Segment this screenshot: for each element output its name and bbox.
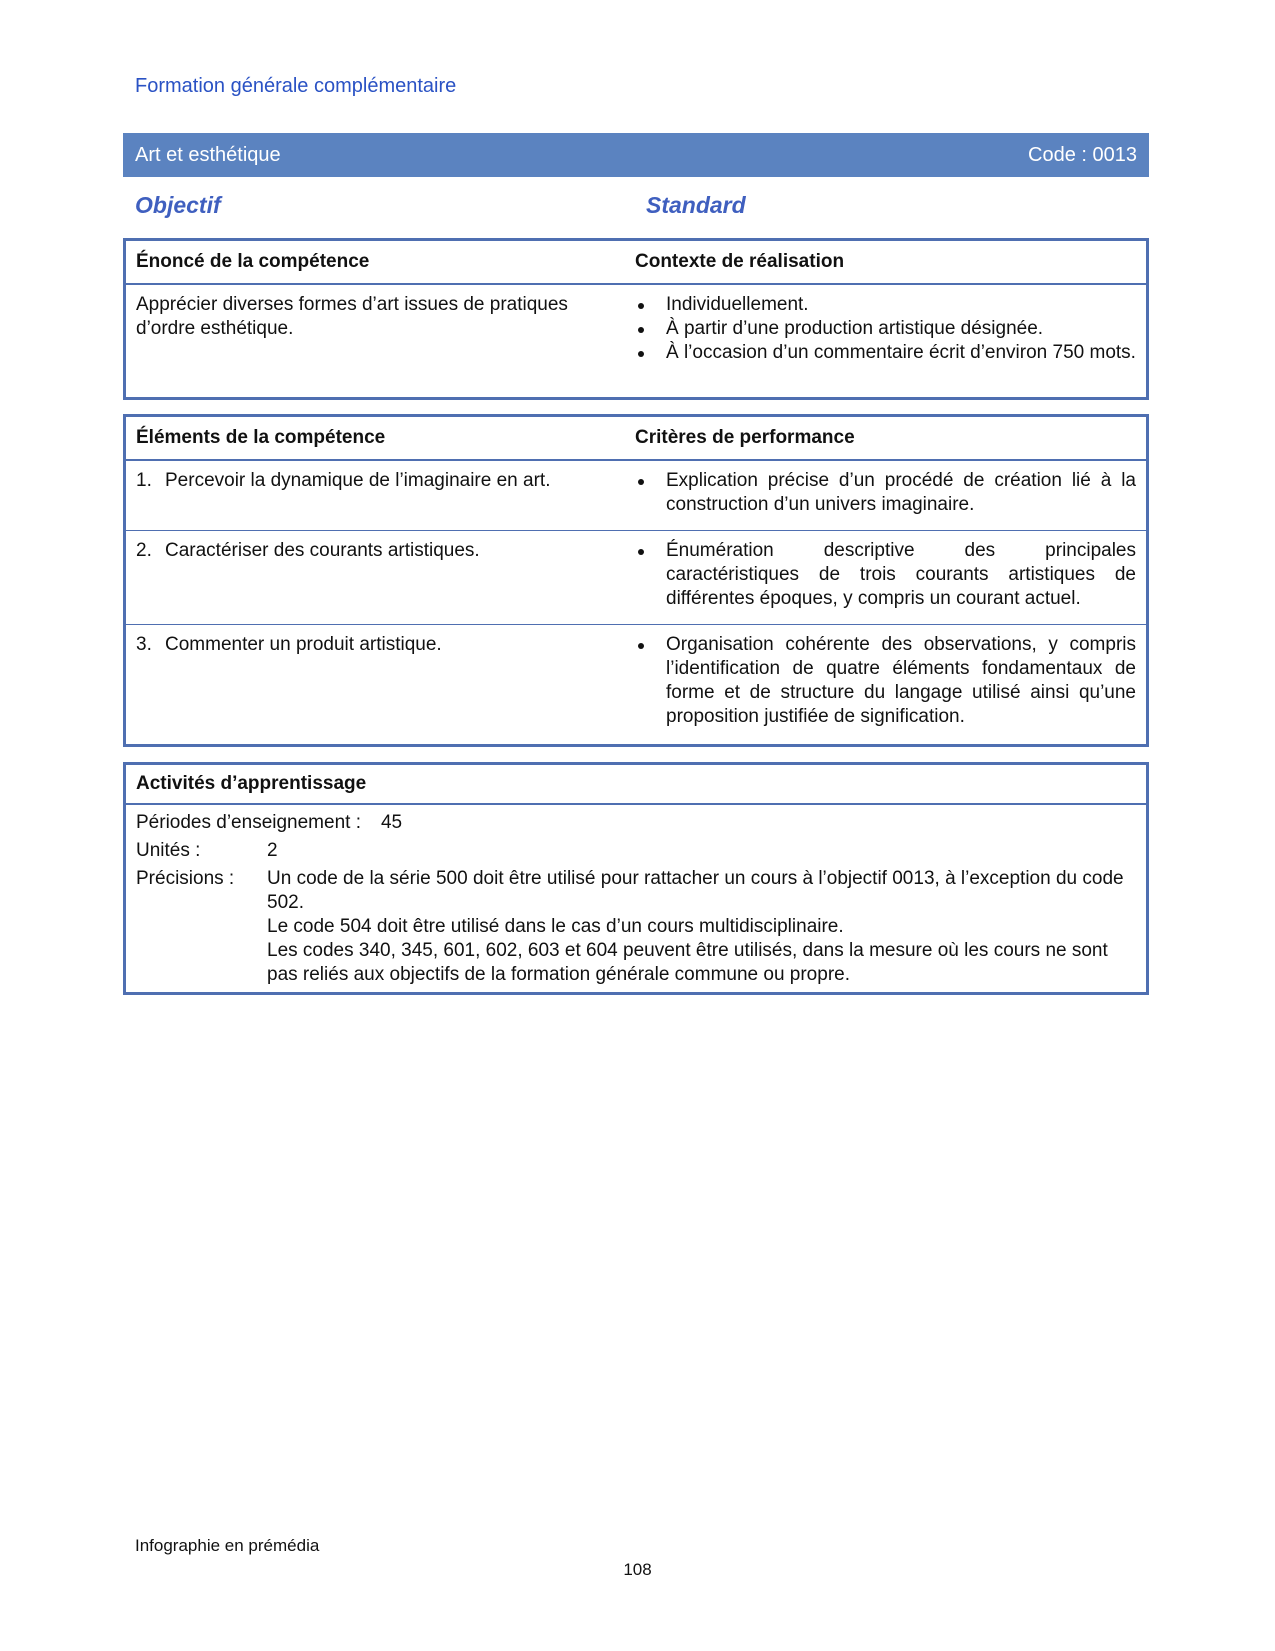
contexte-heading: Contexte de réalisation [635, 251, 845, 272]
unites-value: 2 [267, 840, 278, 861]
enonce-heading: Énoncé de la compétence [136, 251, 370, 272]
standard-heading: Standard [646, 192, 746, 218]
element-number: 1. [136, 470, 152, 491]
element-text: Percevoir la dynamique de l’imaginaire en art. [165, 470, 551, 491]
course-title-bar [123, 133, 1149, 177]
page-number: 108 [623, 1560, 652, 1579]
enonce-box [123, 238, 1149, 400]
periodes-value: 45 [380, 812, 403, 833]
precision-text: Les codes 340, 345, 601, 602, 603 et 604 peuvent être utilisés, dans la mesure où les cours ne sont pas reliés aux objectifs de la formation générale commune ou propre. [267, 940, 1108, 985]
contexte-list [635, 293, 1136, 365]
precision-text: Le code 504 doit être utilisé dans le cas d’un cours multidisciplinaire. [267, 916, 844, 937]
competence-statement: Apprécier diverses formes d’art issues de pratiques d’ordre esthétique. [136, 294, 568, 339]
elements-heading: Éléments de la compétence [136, 427, 386, 448]
activites-header [126, 765, 1146, 805]
criterion-text: Explication précise d’un procédé de création lié à la construction d’un univers imaginaire. [635, 469, 1136, 517]
course-code: Code : 0013 [1028, 143, 1137, 166]
criterion-text: Organisation cohérente des observations, y compris l’identification de quatre éléments fondamentaux de forme et de structure du langage utilisé ainsi qu’une proposition justifiée de signification. [635, 633, 1136, 729]
unites-line [126, 839, 1146, 863]
activites-heading: Activités d’apprentissage [136, 773, 367, 794]
elements-header [126, 417, 1146, 461]
precision-text: Un code de la série 500 doit être utilisé pour rattacher un cours à l’objectif 0013, à l’exception du code 502. [267, 868, 1124, 913]
element-number: 3. [136, 634, 152, 655]
element-text: Caractériser des courants artistiques. [165, 540, 480, 561]
periodes-label: Périodes d’enseignement : [136, 812, 361, 833]
list-item: À l’occasion d’un commentaire écrit d’environ 750 mots. [635, 341, 1136, 365]
element-text: Commenter un produit artistique. [165, 634, 442, 655]
list-item: Individuellement. [635, 293, 1136, 317]
unites-label: Unités : [136, 840, 201, 861]
elements-box [123, 414, 1149, 747]
list-item: À partir d’une production artistique désignée. [635, 317, 1136, 341]
element-number: 2. [136, 540, 152, 561]
precisions-label: Précisions : [136, 868, 235, 889]
precisions-line [126, 867, 1146, 987]
course-title: Art et esthétique [135, 143, 281, 166]
header-program-label: Formation générale complémentaire [135, 75, 457, 97]
criteres-heading: Critères de performance [635, 427, 855, 448]
table-row [126, 531, 1146, 625]
activites-box [123, 762, 1149, 995]
table-row [126, 625, 1146, 729]
periodes-line [126, 811, 1146, 835]
table-row [126, 461, 1146, 531]
criterion-text: Énumération descriptive des principales caractéristiques de trois courants artistiques de différentes époques, y compris un courant actuel. [635, 539, 1136, 611]
objectif-heading: Objectif [135, 192, 221, 218]
footer-program: Infographie en prémédia [135, 1536, 320, 1555]
enonce-header [126, 241, 1146, 285]
